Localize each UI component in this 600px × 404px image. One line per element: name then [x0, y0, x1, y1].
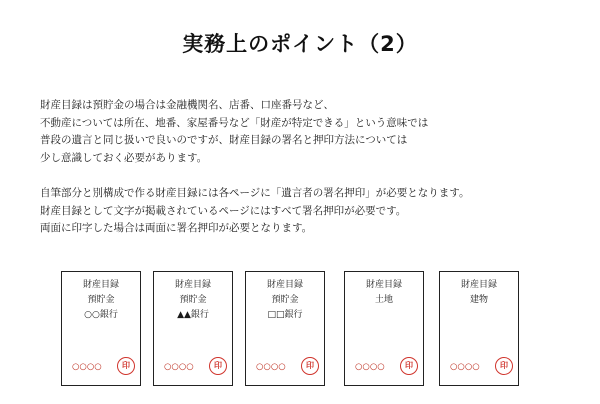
document-heading: 財産目録 — [174, 280, 211, 290]
signature-placeholder: ○○○○ — [72, 362, 102, 372]
document-category: 土地 — [374, 295, 393, 305]
seal-stamp-icon: 印 — [209, 357, 227, 375]
document-category: 預貯金 — [87, 295, 115, 305]
paragraph-line: 少し意識しておく必要があります。 — [40, 151, 208, 164]
seal-stamp-icon: 印 — [495, 357, 513, 375]
paragraph-line: 財産目録として文字が掲載されているページにはすべて署名押印が必要です。 — [40, 204, 407, 217]
slide-title: 実務上のポイント（2） — [182, 32, 418, 56]
document-heading: 財産目録 — [82, 280, 119, 290]
document-heading: 財産目録 — [266, 280, 303, 290]
seal-stamp-icon: 印 — [400, 357, 418, 375]
paragraph-signature-seal — [40, 185, 580, 238]
paragraph-line: 自筆部分と別構成で作る財産目録には各ページに「遺言者の署名押印」が必要となります。 — [40, 187, 470, 199]
signature-placeholder: ○○○○ — [164, 362, 194, 372]
document-detail: □□銀行 — [267, 310, 303, 320]
document-heading: 財産目録 — [365, 280, 402, 290]
inventory-document-bank-1 — [61, 271, 141, 386]
inventory-document-list — [61, 271, 551, 387]
paragraph-property-inventory — [40, 97, 580, 167]
document-category: 預貯金 — [179, 295, 207, 305]
signature-placeholder: ○○○○ — [256, 362, 286, 372]
inventory-document-bank-3 — [245, 271, 325, 386]
document-category: 建物 — [469, 295, 488, 305]
paragraph-line: 両面に印字した場合は両面に署名押印が必要となります。 — [40, 222, 313, 234]
document-category: 預貯金 — [271, 295, 299, 305]
inventory-document-bank-2 — [153, 271, 233, 386]
paragraph-line: 不動産については所在、地番、家屋番号など「財産が特定できる」という意味では — [40, 116, 429, 129]
document-detail: ▲▲銀行 — [177, 310, 209, 320]
inventory-document-building — [439, 271, 519, 386]
signature-placeholder: ○○○○ — [355, 362, 385, 372]
document-heading: 財産目録 — [460, 280, 497, 290]
seal-stamp-icon: 印 — [301, 357, 319, 375]
paragraph-line: 普段の遺言と同じ扱いで良いのですが、財産目録の署名と押印方法については — [40, 134, 408, 146]
document-detail: ○○銀行 — [84, 310, 118, 320]
seal-stamp-icon: 印 — [117, 357, 135, 375]
paragraph-line: 財産目録は預貯金の場合は金融機関名、店番、口座番号など、 — [40, 99, 334, 111]
signature-placeholder: ○○○○ — [450, 362, 480, 372]
inventory-document-land — [344, 271, 424, 386]
